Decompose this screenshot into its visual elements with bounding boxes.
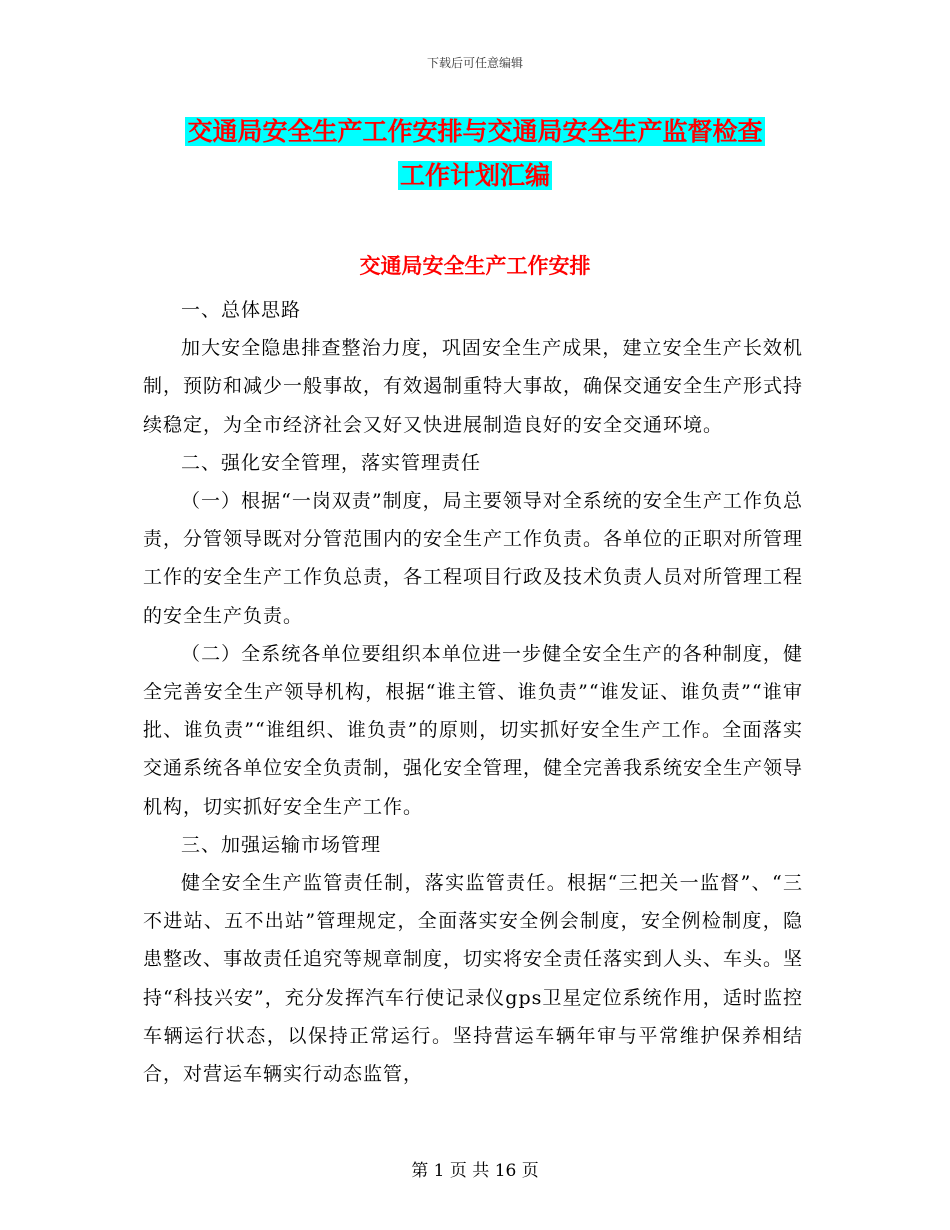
section-title: 交通局安全生产工作安排 [359, 253, 591, 278]
document-title-line-2: 工作计划汇编 [399, 161, 550, 190]
heading-transport-market: 三、加强运输市场管理 [181, 833, 382, 856]
document-title [0, 110, 950, 198]
heading-overall-approach: 一、总体思路 [181, 299, 302, 321]
paragraph: 加大安全隐患排查整治力度，巩固安全生产成果，建立安全生产长效机制，预防和减少一般事故，有效遏制重特大事故，确保交通安全生产形式持续稳定，为全市经济社会又好又快进展制造良好的安全交通环境。 [143, 337, 804, 436]
paragraph: （二）全系统各单位要组织本单位进一步健全安全生产的各种制度，健全完善安全生产领导机构，根据“谁主管、谁负责”“谁发证、谁负责”“谁审批、谁负责”“谁组织、谁负责”的原则，切实抓好安全生产工作。全面落实交通系统各单位安全负责制，强化安全管理，健全完善我系统安全生产领导机构，切实抓好安全生产工作。 [143, 642, 804, 818]
body-text [143, 291, 803, 1093]
paragraph: （一）根据“一岗双责”制度，局主要领导对全系统的安全生产工作负总责，分管领导既对分管范围内的安全生产工作负责。各单位的正职对所管理工作的安全生产工作负总责，各工程项目行政及技术负责人员对所管理工程的安全生产负责。 [143, 490, 804, 627]
paragraph: 健全安全生产监管责任制，落实监管责任。根据“三把关一监督”、“三不进站、五不出站”管理规定，全面落实安全例会制度，安全例检制度，隐患整改、事故责任追究等规章制度，切实将安全责任落实到人头、车头。坚持“科技兴安”，充分发挥汽车行使记录仪gps卫星定位系统作用，适时监控车辆运行状态，以保持正常运行。坚持营运车辆年审与平常维护保养相结合，对营运车辆实行动态监管， [143, 872, 804, 1086]
document-title-line-1: 交通局安全生产工作安排与交通局安全生产监督检查 [187, 117, 763, 146]
page-number: 第 1 页 共 16 页 [411, 1161, 539, 1181]
header-note: 下载后可任意编辑 [426, 56, 523, 70]
heading-strengthen-management: 二、强化安全管理，落实管理责任 [181, 451, 482, 474]
